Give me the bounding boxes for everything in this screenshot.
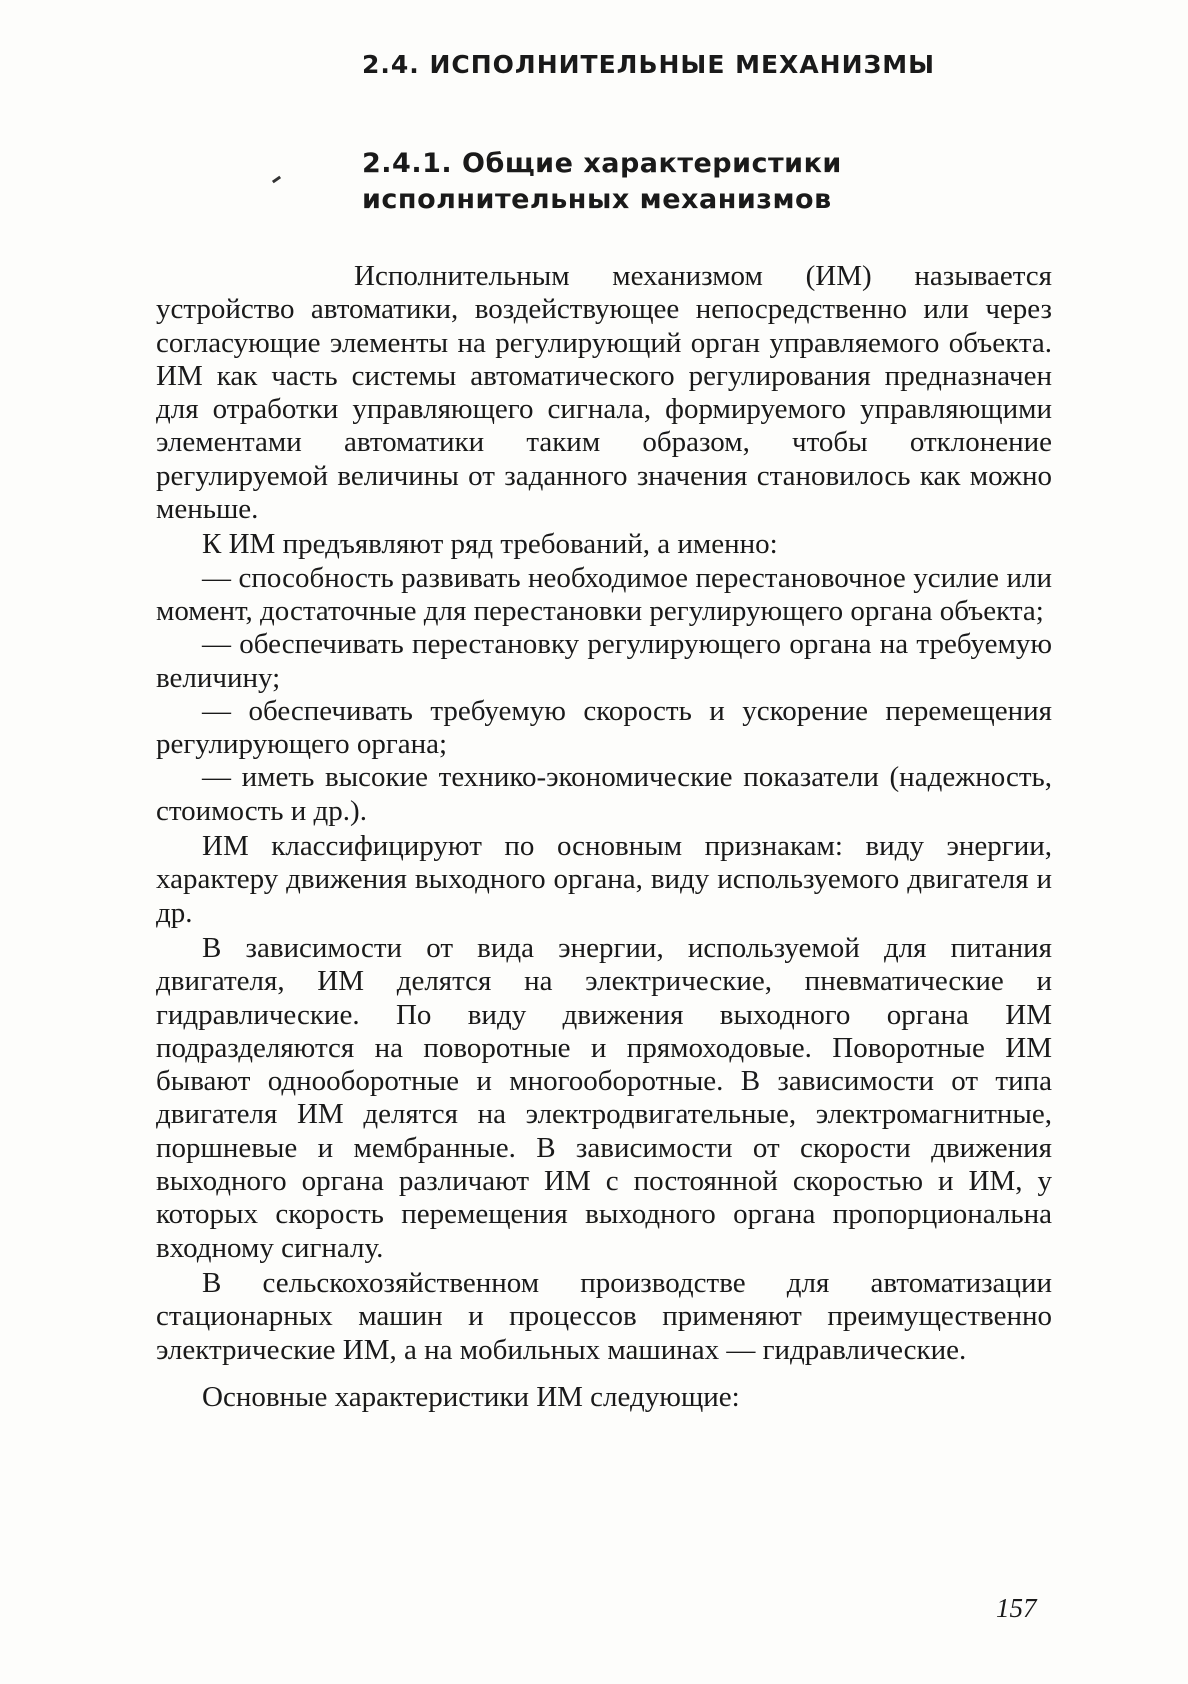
body-text — [156, 260, 1052, 1414]
paragraph-types: В зависимости от вида энергии, используемой для питания двигателя, ИМ делятся на электрические, пневматические и гидравлические. По виду движения выходного органа ИМ подразделяются на поворотные и прямоходовые. Поворотные ИМ бывают однооборотные и многооборотные. В зависимости от типа двигателя ИМ делятся на электродвигательные, электромагнитные, поршневые и мембранные. В зависимости от скорости движения выходного органа различают ИМ с постоянной скоростью и ИМ, у которых скорость перемещения выходного органа пропорциональна входному сигналу. — [156, 931, 1052, 1264]
section-heading-line-1: 2.4.1. Общие характеристики — [362, 148, 842, 179]
list-item-requirement: — иметь высокие технико-экономические показатели (надежность, стоимость и др.). — [156, 761, 1052, 827]
paragraph-agriculture: В сельскохозяйственном производстве для автоматизации стационарных машин и процессов применяют преимущественно электрические ИМ, а на мобильных машинах — гидравлические. — [156, 1266, 1052, 1366]
list-item-requirement: — способность развивать необходимое перестановочное усилие или момент, достаточные для перестановки регулирующего органа объекта; — [156, 561, 1052, 627]
chapter-heading: 2.4. ИСПОЛНИТЕЛЬНЫЕ МЕХАНИЗМЫ — [362, 50, 936, 79]
list-item-requirement: — обеспечивать требуемую скорость и ускорение перемещения регулирующего органа; — [156, 694, 1052, 761]
paragraph-definition: Исполнительным механизмом (ИМ) называется устройство автоматики, воздействующее непосредственно или через согласующие элементы на регулирующий орган управляемого объекта. ИМ как часть системы автоматического регулирования предназначен для отработки управляющего сигнала, формируемого управляющими элементами автоматики таким образом, чтобы отклонение регулируемой величины от заданного значения становилось как можно меньше. — [156, 260, 1052, 526]
list-item-requirement: — обеспечивать перестановку регулирующего органа на требуемую величину; — [156, 628, 1052, 694]
section-heading-line-2: исполнительных механизмов — [362, 184, 832, 215]
paragraph-classification: ИМ классифицируют по основным признакам: виду энергии, характеру движения выходного органа, виду используемого двигателя и др. — [156, 830, 1052, 929]
page-number: 157 — [996, 1593, 1037, 1623]
print-mark — [272, 176, 281, 184]
paragraph-characteristics-intro: Основные характеристики ИМ следующие: — [202, 1380, 740, 1413]
section-heading — [362, 146, 1082, 218]
paragraph-requirements-intro: К ИМ предъявляют ряд требований, а именно: — [202, 528, 778, 561]
